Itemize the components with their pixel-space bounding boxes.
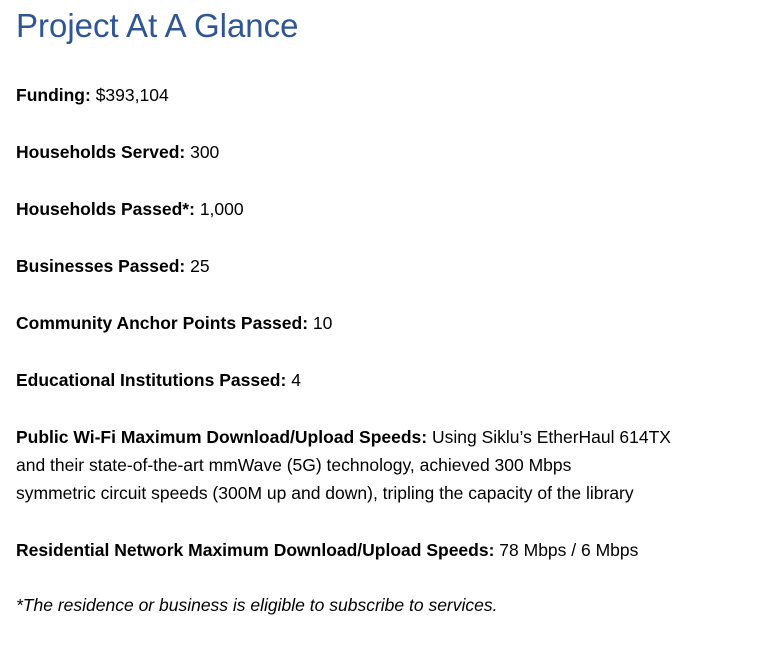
fact-value: 1,000 [199,199,244,219]
fact-value: 10 [312,313,333,333]
document-page [16,0,780,654]
fact-label: Funding: [16,85,91,105]
public-wifi-speeds-line-3: symmetric circuit speeds (300M up and down), tripling the capacity of the library [16,483,634,503]
fact-value: 78 Mbps / 6 Mbps [499,540,639,560]
fact-label: Educational Institutions Passed: [16,370,287,390]
fact-label: Public Wi-Fi Maximum Download/Upload Speeds: [16,427,428,447]
households-passed-fact [16,198,244,221]
educational-institutions-fact [16,369,301,392]
fact-value: 300 [190,142,220,162]
fact-label: Households Served: [16,142,186,162]
fact-label: Businesses Passed: [16,256,186,276]
footnote: *The residence or business is eligible to subscribe to services. [16,595,498,615]
residential-network-speeds-fact [16,539,638,562]
funding-fact [16,84,169,107]
community-anchor-points-fact [16,312,332,335]
fact-label: Households Passed*: [16,199,195,219]
businesses-passed-fact [16,255,210,278]
fact-value: $393,104 [95,85,169,105]
public-wifi-speeds-fact [16,426,671,449]
fact-value: Using Siklu’s EtherHaul 614TX [432,427,671,447]
fact-label: Residential Network Maximum Download/Upload Speeds: [16,540,495,560]
fact-value: 4 [291,370,301,390]
households-served-fact [16,141,219,164]
fact-value: 25 [190,256,210,276]
page-title: Project At A Glance [16,7,299,44]
public-wifi-speeds-line-2: and their state-of-the-art mmWave (5G) technology, achieved 300 Mbps [16,455,572,475]
fact-label: Community Anchor Points Passed: [16,313,309,333]
